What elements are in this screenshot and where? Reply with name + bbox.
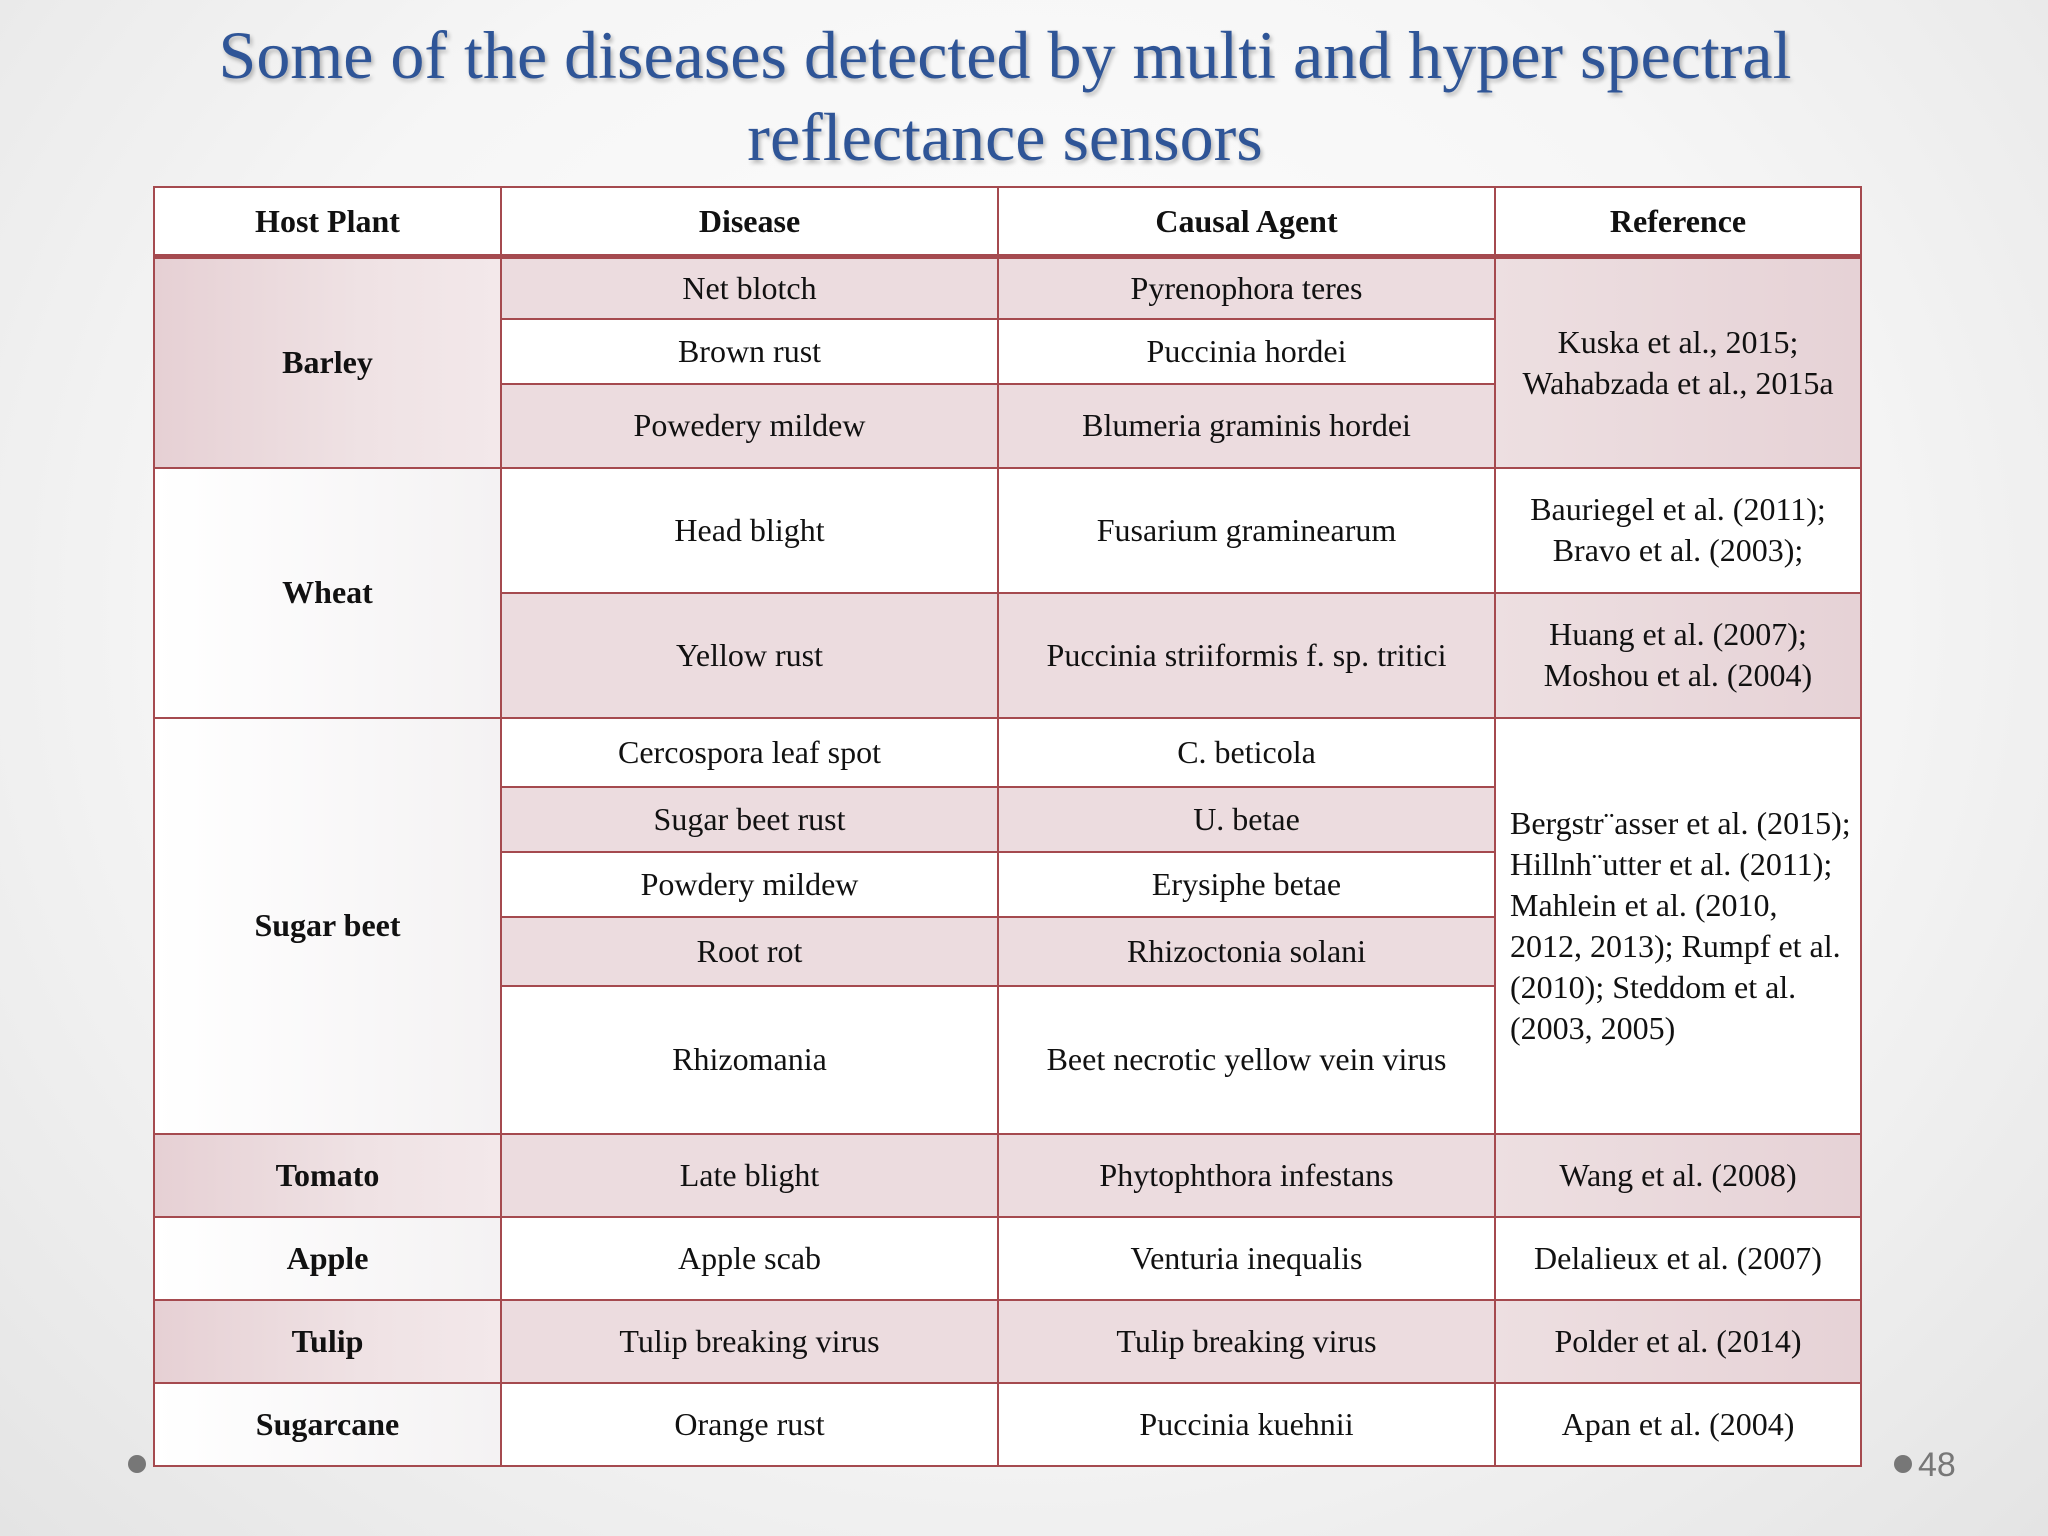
host-tomato: Tomato bbox=[154, 1134, 501, 1217]
table-row bbox=[154, 1134, 1861, 1217]
disease-cell: Apple scab bbox=[501, 1217, 998, 1300]
agent-cell: Blumeria graminis hordei bbox=[998, 384, 1495, 468]
slide-title-line-1: Some of the diseases detected by multi and hyper spectral bbox=[218, 17, 1792, 93]
disease-cell: Sugar beet rust bbox=[501, 787, 998, 852]
header-host-plant: Host Plant bbox=[154, 187, 501, 257]
slide-title-line-2: reflectance sensors bbox=[747, 99, 1263, 175]
agent-cell: Rhizoctonia solani bbox=[998, 917, 1495, 986]
disease-cell: Orange rust bbox=[501, 1383, 998, 1466]
table-row bbox=[154, 1300, 1861, 1383]
host-sugarcane: Sugarcane bbox=[154, 1383, 501, 1466]
disease-cell: Cercospora leaf spot bbox=[501, 718, 998, 787]
reference-cell: Bauriegel et al. (2011); Bravo et al. (2003); bbox=[1495, 468, 1861, 593]
disease-cell: Rhizomania bbox=[501, 986, 998, 1134]
disease-cell: Powedery mildew bbox=[501, 384, 998, 468]
page-number: 48 bbox=[1918, 1446, 1956, 1484]
disease-cell: Late blight bbox=[501, 1134, 998, 1217]
agent-cell: Puccinia kuehnii bbox=[998, 1383, 1495, 1466]
disease-cell: Powdery mildew bbox=[501, 852, 998, 917]
reference-barley: Kuska et al., 2015; Wahabzada et al., 2015a bbox=[1495, 257, 1861, 468]
agent-cell: Venturia inequalis bbox=[998, 1217, 1495, 1300]
table-row bbox=[154, 718, 1861, 787]
header-row bbox=[154, 187, 1861, 257]
header-reference: Reference bbox=[1495, 187, 1861, 257]
reference-cell: Polder et al. (2014) bbox=[1495, 1300, 1861, 1383]
reference-cell: Huang et al. (2007); Moshou et al. (2004) bbox=[1495, 593, 1861, 718]
disease-table bbox=[153, 186, 1862, 1467]
disease-cell: Yellow rust bbox=[501, 593, 998, 718]
reference-cell: Wang et al. (2008) bbox=[1495, 1134, 1861, 1217]
host-wheat: Wheat bbox=[154, 468, 501, 718]
agent-cell: C. beticola bbox=[998, 718, 1495, 787]
disease-cell: Net blotch bbox=[501, 257, 998, 319]
disease-cell: Brown rust bbox=[501, 319, 998, 384]
header-causal-agent: Causal Agent bbox=[998, 187, 1495, 257]
right-bullet-dot bbox=[1894, 1455, 1912, 1473]
header-disease: Disease bbox=[501, 187, 998, 257]
disease-cell: Tulip breaking virus bbox=[501, 1300, 998, 1383]
disease-cell: Head blight bbox=[501, 468, 998, 593]
agent-cell: Beet necrotic yellow vein virus bbox=[998, 986, 1495, 1134]
agent-cell: Phytophthora infestans bbox=[998, 1134, 1495, 1217]
table-row bbox=[154, 1383, 1861, 1466]
agent-cell: U. betae bbox=[998, 787, 1495, 852]
agent-cell: Erysiphe betae bbox=[998, 852, 1495, 917]
left-bullet-dot bbox=[128, 1455, 146, 1473]
table-row bbox=[154, 257, 1861, 319]
reference-sugar-beet: Bergstr¨asser et al. (2015); Hillnh¨utter et al. (2011); Mahlein et al. (2010, 2012, 2013); Rumpf et al. (2010); Steddom et al. (2003, 2005) bbox=[1495, 718, 1861, 1134]
host-apple: Apple bbox=[154, 1217, 501, 1300]
host-tulip: Tulip bbox=[154, 1300, 501, 1383]
table-row bbox=[154, 1217, 1861, 1300]
agent-cell: Puccinia hordei bbox=[998, 319, 1495, 384]
slide-title bbox=[60, 14, 1950, 178]
table-row bbox=[154, 468, 1861, 593]
reference-cell: Apan et al. (2004) bbox=[1495, 1383, 1861, 1466]
host-sugar-beet: Sugar beet bbox=[154, 718, 501, 1134]
agent-cell: Fusarium graminearum bbox=[998, 468, 1495, 593]
agent-cell: Puccinia striiformis f. sp. tritici bbox=[998, 593, 1495, 718]
agent-cell: Pyrenophora teres bbox=[998, 257, 1495, 319]
reference-cell: Delalieux et al. (2007) bbox=[1495, 1217, 1861, 1300]
disease-cell: Root rot bbox=[501, 917, 998, 986]
agent-cell: Tulip breaking virus bbox=[998, 1300, 1495, 1383]
host-barley: Barley bbox=[154, 257, 501, 468]
